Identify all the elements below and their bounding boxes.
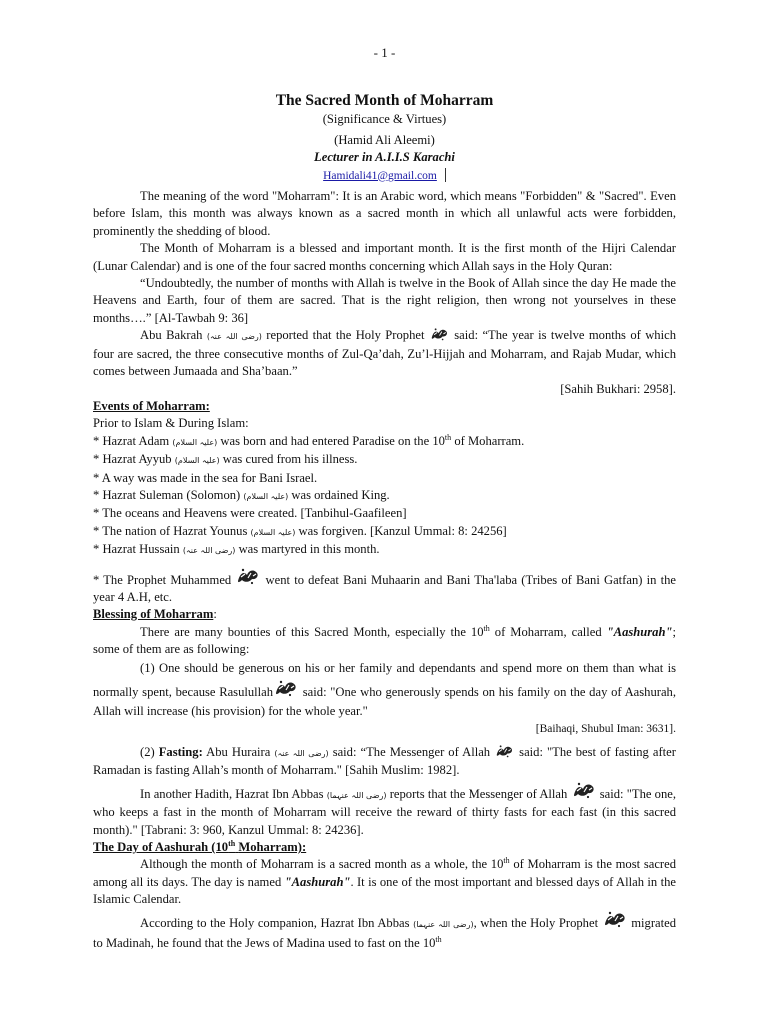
text-cursor [445,168,446,182]
honorific-as: (علیہ السلام) [174,456,220,466]
bold-fasting: Fasting: [158,745,203,759]
superscript: th [503,856,510,866]
para-text: According to the Holy companion, Hazrat Ibn Abbas [140,915,410,930]
emphasis-aashurah: "Aashurah" [606,624,673,639]
reference: [Baihaqi, Shubul Iman: 3631]. [535,722,676,735]
list-text: was ordained King. [291,487,390,502]
superscript: th [444,432,452,442]
list-text: * The nation of Hazrat Younus [93,523,248,538]
para-text: migrated to Madinah, he found that the Jews of Madina used to fast on the 10 [93,915,677,950]
author-position: Lecturer in A.I.I.S Karachi [314,150,455,165]
honorific-ra: (رضی اللہ عنہ) [182,546,236,556]
list-text: * Hazrat Hussain [93,542,180,557]
para-text: In another Hadith, Hazrat Ibn Abbas [140,786,324,801]
list-text: was born and had entered Paradise on the 10 [220,433,445,448]
para-text: said: “The Messenger of Allah [332,745,491,759]
document-title: The Sacred Month of Moharram [275,92,494,110]
pbuh-calligraphy-icon [572,780,596,800]
pbuh-calligraphy-icon [603,909,627,929]
section-heading-aashurah [93,839,676,856]
pbuh-calligraphy-icon [274,678,298,698]
para-text: (1) One should be generous on his or her family and dependants and spend more on them than what is normally spent, because Rasulullah [93,660,676,699]
list-text: * Hazrat Ayyub [93,452,172,467]
author-name: (Hamid Ali Aleemi) [334,132,435,147]
section-heading-events: Events of Moharram: [93,398,210,413]
heading-colon: : [213,607,217,622]
para-text: ; some of them are as following: [93,624,676,657]
heading-text: The Day of Aashurah (10 [93,840,229,855]
honorific-as: (علیہ السلام) [250,527,296,537]
intro-paragraph-1: The meaning of the word "Moharram": It is an Arabic word, which means "Forbidden" & "Sacred". Even before Islam, this month was always known as a sacred month in which all unlawful acts were forbidden, prominently the shedding of blood. [93,189,676,238]
list-text: went to defeat Bani Muhaarin and Bani Tha'laba (Tribes of Bani Gatfan) in the year 4 A.H, etc. [93,572,676,604]
para-text: Although the month of Moharram is a sacred month as a whole, the 10 [140,857,504,872]
para-text: said: "The best of fasting after Ramadan is fasting Allah’s month of Moharram." [Sahih Muslim: 1982]. [93,745,676,778]
honorific-as: (علیہ السلام) [243,491,289,501]
blessing-paragraph-4 [93,780,676,839]
list-text: of Moharram. [454,433,525,448]
document-subtitle: (Significance & Virtues) [322,112,447,127]
para-text: said: "The one, who keeps a fast in the month of Moharram will receive the reward of thirty fasts for each fast (in this sacred month)." [Tabrani: 3: 960, Kanzul Ummal: 8: 24236]. [93,786,677,837]
email-line [93,167,676,185]
list-item [93,541,676,559]
para-text: (2) [140,745,155,759]
blessing-paragraph-3 [93,744,676,780]
superscript: th [228,839,236,849]
heading-text: Moharram): [238,840,307,855]
superscript: th [483,623,490,633]
list-item [93,566,676,607]
para-text: reports that the Messenger of Allah [389,786,568,801]
list-text: was martyred in this month. [238,542,380,557]
para-text: said: "One who generously spends on his family on the day of Aashurah, Allah will increase (his provision) for the whole year." [93,684,676,718]
list-item [93,487,676,505]
list-text: was forgiven. [Kanzul Ummal: 8: 24256] [298,523,507,538]
list-item [93,523,676,541]
para-text: of Moharram is the most sacred among all its days. The day is named [93,857,676,889]
pbuh-calligraphy-icon [236,566,260,586]
list-text: * The Prophet Muhammed [93,572,232,587]
email-link[interactable]: Hamidali41@gmail.com [323,169,437,182]
para-text: There are many bounties of this Sacred Month, especially the 10 [140,624,484,639]
reference: [Sahih Bukhari: 2958]. [560,381,676,396]
honorific-ra: (رضی اللہ عنہ) [206,332,262,342]
aashurah-paragraph-1 [93,856,676,908]
honorific-ra: (رضی اللہ عنہ) [274,749,329,758]
list-item: * A way was made in the sea for Bani Israel. [93,470,318,485]
para-text: of Moharram, called [494,624,602,639]
events-intro: Prior to Islam & During Islam: [93,416,249,431]
list-text: was cured from his illness. [222,452,358,467]
honorific-ra-dual: (رضی اللہ عنہما) [326,790,387,800]
list-item [93,433,676,451]
hadith-abu-bakrah [93,327,676,380]
quran-quote: “Undoubtedly, the number of months with Allah is twelve in the Book of Allah since the day He made the Heavens and Earth, four of them are sacred. That is the right religion, then wrong not yourselves in these months….” [Al-Tawbah 9: 36] [93,276,676,325]
superscript: th [435,934,442,944]
honorific-ra-dual: (رضی اللہ عنہما) [413,919,474,929]
list-text: * Hazrat Suleman (Solomon) [93,487,241,502]
emphasis-aashurah: "Aashurah" [284,874,351,889]
para-text: , when the Holy Prophet [473,915,599,930]
heading-text: Blessing of Moharram [93,607,214,622]
aashurah-paragraph-2 [93,909,676,953]
para-text: Abu Huraira [206,745,271,759]
pbuh-calligraphy-icon [430,327,449,341]
blessing-paragraph-2 [93,659,676,721]
intro-paragraph-2: The Month of Moharram is a blessed and important month. It is the first month of the Hijri Calendar (Lunar Calendar) and is one of the four sacred months concerning which Allah says in the Holy Quran: [93,241,676,273]
list-text: * Hazrat Adam [93,433,170,448]
narrator-name: Abu Bakrah [140,328,203,343]
para-text: . It is one of the most important and blessed days of Allah in the Islamic Calendar. [93,874,677,907]
blessing-paragraph-1 [93,624,676,659]
hadith-text: reported that the Holy Prophet [266,328,425,343]
pbuh-calligraphy-icon [495,744,514,758]
section-heading-blessing [93,606,676,623]
list-item: * The oceans and Heavens were created. [Tanbihul-Gaafileen] [93,506,407,521]
hadith-text: said: “The year is twelve months of which four are sacred, the three consecutive months of Zul-Qa’dah, Zu’l-Hijjah and Moharram, and Rajab Mudar, which comes between Jumaada and Sha’baan.” [93,328,676,379]
honorific-as: (علیہ السلام) [172,437,218,447]
page-number: - 1 - [373,45,396,60]
document-body [93,44,676,953]
list-item [93,451,676,469]
